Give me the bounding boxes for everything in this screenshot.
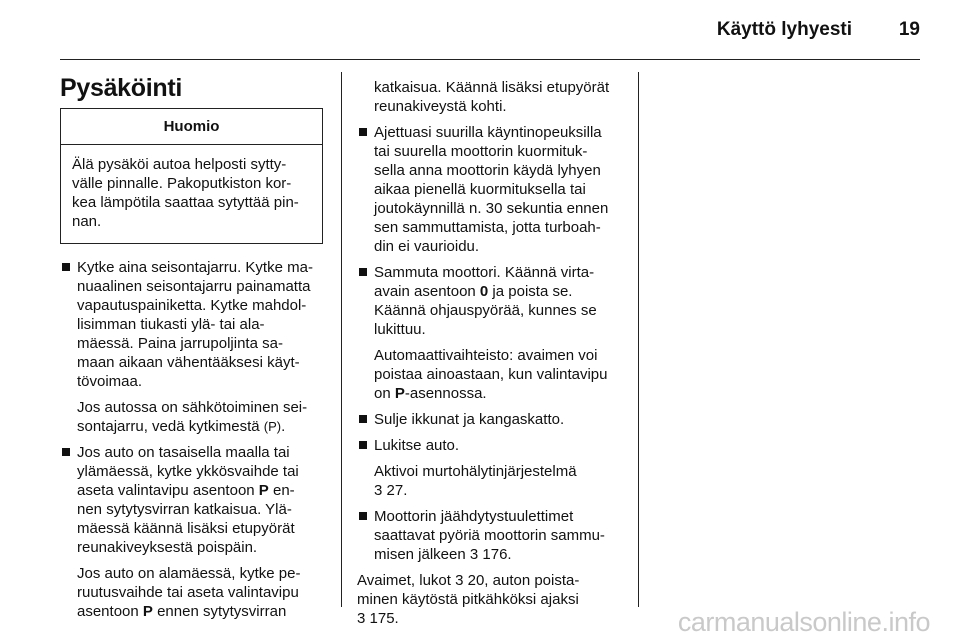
gear-position: P <box>258 482 269 499</box>
text-line: Jos auto on alamäessä, kytke pe- <box>77 565 301 582</box>
text-line: Moottorin jäähdytystuulettimet <box>374 508 574 525</box>
note-box <box>60 108 323 244</box>
text-line: Automaattivaihteisto: avaimen voi <box>374 347 598 364</box>
text-line: vapautuspainiketta. Kytke mahdol- <box>77 297 307 314</box>
text-line: Sulje ikkunat ja kangaskatto. <box>374 411 565 428</box>
text-line: katkaisua. Käännä lisäksi etupyörät <box>374 79 610 96</box>
text-run: ja poista se. <box>488 283 573 300</box>
text-line: tövoimaa. <box>77 373 143 390</box>
text-line <box>374 545 627 564</box>
text-line: Avaimet, lukot 3 20, auton poista- <box>357 572 580 589</box>
header-title: Käyttö lyhyesti <box>716 19 852 40</box>
page-header <box>60 14 920 50</box>
text-line <box>374 384 627 403</box>
text-line <box>77 481 323 500</box>
cross-reference-link[interactable]: 3 176. <box>469 546 512 563</box>
text-run: avain asentoon <box>374 283 480 300</box>
bullet-icon <box>359 441 367 449</box>
watermark: carmanualsonline.info <box>677 607 930 637</box>
text-run: en- <box>268 482 295 499</box>
gear-position: P <box>394 385 405 402</box>
parking-list-1 <box>60 258 323 621</box>
text-line: Jos autossa on sähkötoiminen sei- <box>77 399 308 416</box>
note-line: nan. <box>72 213 102 230</box>
text-line: tai suurella moottorin kuormituk- <box>374 143 588 160</box>
text-line: Lukitse auto. <box>374 437 460 454</box>
gear-position: P <box>142 603 153 620</box>
text-line: Käännä ohjauspyörää, kunnes se <box>374 302 597 319</box>
section-title: Pysäköinti <box>60 74 183 102</box>
list-item <box>357 263 627 403</box>
text-line: sen sammuttamista, jotta turboah- <box>374 219 601 236</box>
cross-reference-link[interactable]: 3 175. <box>357 610 399 627</box>
page-number: 19 <box>898 19 920 40</box>
text-line: maan aikaan vähentääksesi käyt- <box>77 354 300 371</box>
text-line: poistaa ainoastaan, kun valintavipu <box>374 366 608 383</box>
text-run: sontajarru, vedä kytkimestä <box>77 418 264 435</box>
text-line: Kytke aina seisontajarru. Kytke ma- <box>77 259 313 276</box>
note-line: välle pinnalle. Pakoputkiston kor- <box>72 175 292 192</box>
text-line: Jos auto on tasaisella maalla tai <box>77 444 290 461</box>
bullet-icon <box>62 448 70 456</box>
text-line: lukittuu. <box>374 321 426 338</box>
text-line: joutokäynnillä n. 30 sekuntia ennen <box>374 200 609 217</box>
text-line: minen käytöstä pitkähköksi ajaksi <box>357 591 579 608</box>
text-run: asentoon <box>77 603 143 620</box>
list-item <box>60 443 323 621</box>
text-line: mäessä. Paina jarrupoljinta sa- <box>77 335 283 352</box>
note-heading: Huomio <box>61 109 322 145</box>
note-line: Älä pysäköi autoa helposti sytty- <box>72 156 287 173</box>
text-line: Sammuta moottori. Käännä virta- <box>374 264 595 281</box>
column-divider-2 <box>638 72 639 607</box>
text-run: aseta valintavipu asentoon <box>77 482 259 499</box>
text-run: ennen sytytysvirran <box>152 603 287 620</box>
bullet-icon <box>62 263 70 271</box>
text-run: misen jälkeen <box>374 546 470 563</box>
bullet-icon <box>359 268 367 276</box>
text-line <box>77 417 323 436</box>
text-line: nuaalinen seisontajarru painamatta <box>77 278 311 295</box>
cross-reference-link[interactable]: 3 27. <box>374 482 408 499</box>
text-line: reunakiveyksestä poispäin. <box>77 539 258 556</box>
header-rule <box>60 59 920 60</box>
column-divider-1 <box>341 72 342 607</box>
text-run: on <box>374 385 395 402</box>
column-1 <box>60 108 323 621</box>
text-run: -asennossa. <box>404 385 487 402</box>
bullet-icon <box>359 128 367 136</box>
text-line: ylämäessä, kytke ykkösvaihde tai <box>77 463 299 480</box>
parking-brake-icon: (P) <box>263 419 282 434</box>
footer-paragraph <box>357 571 627 628</box>
key-position: 0 <box>479 283 489 300</box>
bullet-icon <box>359 512 367 520</box>
text-line: Ajettuasi suurilla käyntinopeuksilla <box>374 124 602 141</box>
text-line <box>77 602 323 621</box>
text-line: nen sytytysvirran katkaisua. Ylä- <box>77 501 292 518</box>
bullet-icon <box>359 415 367 423</box>
text-line: ruutusvaihde tai aseta valintavipu <box>77 584 299 601</box>
text-run: . <box>281 418 286 435</box>
text-line: aikaa pienellä kuormituksella tai <box>374 181 586 198</box>
note-body <box>61 145 322 243</box>
text-line: Aktivoi murtohälytinjärjestelmä <box>374 463 577 480</box>
continuation-text <box>357 78 627 116</box>
list-item <box>357 410 627 429</box>
list-item <box>357 123 627 256</box>
text-line: lisimman tiukasti ylä- tai ala- <box>77 316 265 333</box>
note-line: kea lämpötila saattaa sytyttää pin- <box>72 194 299 211</box>
text-line: mäessä käännä lisäksi etupyörät <box>77 520 295 537</box>
list-item <box>357 507 627 564</box>
text-line: saattavat pyöriä moottorin sammu- <box>374 527 605 544</box>
list-item <box>60 258 323 436</box>
list-item <box>357 436 627 500</box>
column-2 <box>357 78 627 628</box>
parking-list-2 <box>357 123 627 564</box>
text-line: din ei vaurioidu. <box>374 238 480 255</box>
text-line: sella anna moottorin käydä lyhyen <box>374 162 601 179</box>
text-line <box>374 282 627 301</box>
text-line: reunakiveystä kohti. <box>374 98 507 115</box>
